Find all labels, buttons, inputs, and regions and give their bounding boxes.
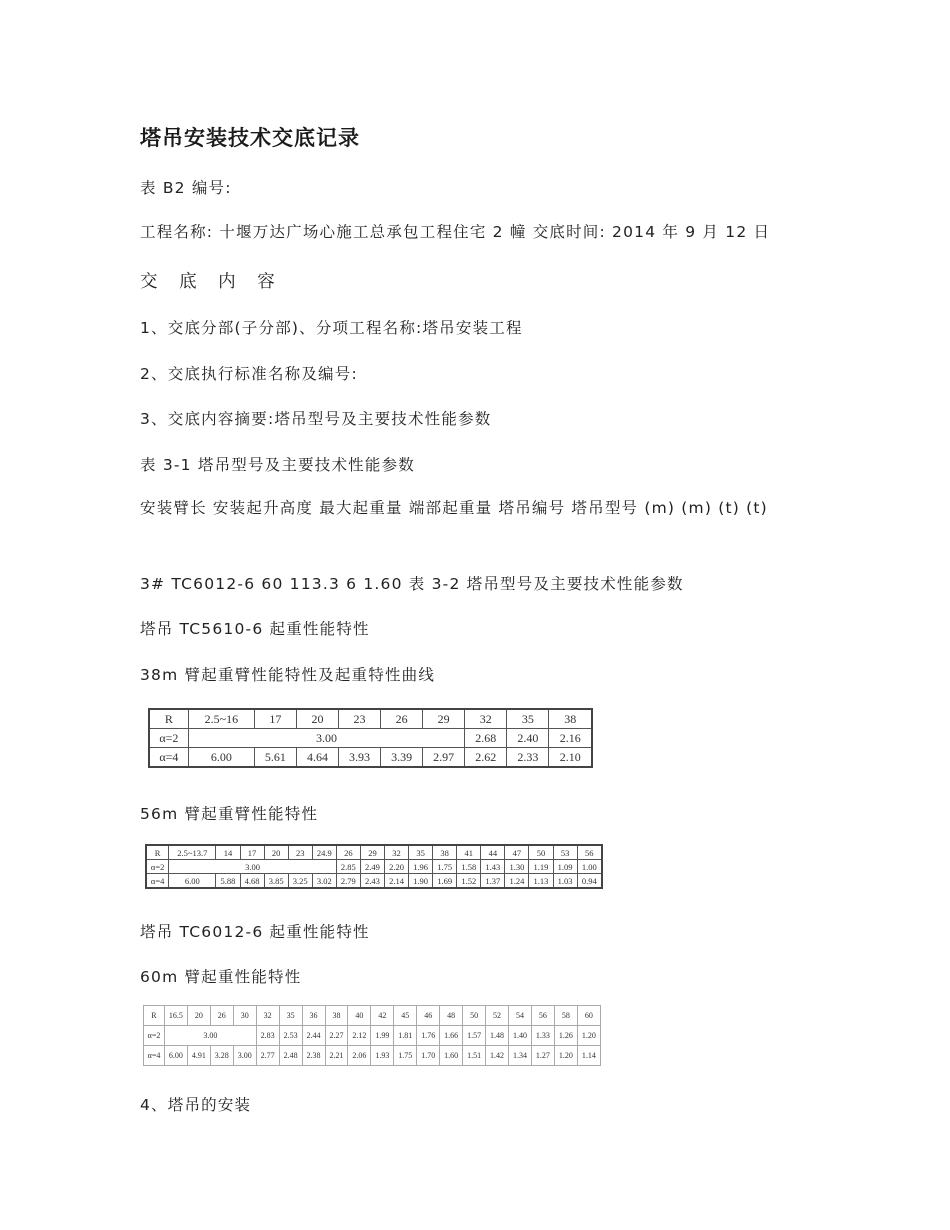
- doc-title: 塔吊安装技术交底记录: [140, 126, 360, 150]
- table-cell: 3.00: [233, 1046, 256, 1066]
- table-cell: 5.88: [216, 874, 240, 889]
- table-cell: 2.16: [549, 729, 592, 748]
- header-cell: 14: [216, 845, 240, 860]
- table-row: [146, 860, 602, 874]
- header-cell: 40: [348, 1006, 371, 1026]
- table-cell: 3.93: [338, 748, 380, 768]
- header-cell: 2.5~16: [188, 709, 254, 729]
- header-cell: 32: [384, 845, 408, 860]
- table-cell: 2.40: [507, 729, 549, 748]
- table-cell: 1.75: [433, 860, 457, 874]
- table-row: [149, 748, 592, 768]
- table-cell: 1.33: [531, 1026, 554, 1046]
- table-cell: 1.14: [577, 1046, 600, 1066]
- table-cell: 2.49: [360, 860, 384, 874]
- header-cell: 45: [394, 1006, 417, 1026]
- table-3-1-header-text: 安装臂长 安装起升高度 最大起重量 端部起重量 塔吊编号 塔吊型号 (m) (m) (t) (t): [140, 499, 768, 517]
- header-cell: 36: [302, 1006, 325, 1026]
- table-cell: 4.68: [240, 874, 264, 889]
- table-header-row: [149, 709, 592, 729]
- table-cell: 1.37: [481, 874, 505, 889]
- table-row: [144, 1026, 601, 1046]
- table-cell: 1.00: [577, 860, 602, 874]
- header-cell: 16.5: [164, 1006, 187, 1026]
- table-cell: 3.28: [210, 1046, 233, 1066]
- table-cell: 1.42: [486, 1046, 509, 1066]
- table-cell: 2.85: [336, 860, 360, 874]
- boom-60m-title: 60m 臂起重性能特性: [140, 968, 302, 986]
- header-cell: 48: [440, 1006, 463, 1026]
- header-cell: 56: [577, 845, 602, 860]
- table-row: [146, 874, 602, 889]
- header-cell: 38: [549, 709, 592, 729]
- header-cell: 35: [507, 709, 549, 729]
- table-cell: 1.75: [394, 1046, 417, 1066]
- header-cell: 50: [529, 845, 553, 860]
- table-cell: 1.40: [509, 1026, 532, 1046]
- table-cell: 2.77: [256, 1046, 279, 1066]
- header-cell: 24.9: [312, 845, 336, 860]
- form-number-line: 表 B2 编号:: [140, 179, 232, 197]
- table-cell: 1.76: [417, 1026, 440, 1046]
- row-label: α=2: [146, 860, 169, 874]
- table-cell: 6.00: [169, 874, 216, 889]
- table-cell: 3.39: [381, 748, 423, 768]
- header-cell: 17: [240, 845, 264, 860]
- merged-cell: 3.00: [164, 1026, 256, 1046]
- table-cell: 1.99: [371, 1026, 394, 1046]
- header-cell: 26: [210, 1006, 233, 1026]
- header-cell: 20: [296, 709, 338, 729]
- table-cell: 1.93: [371, 1046, 394, 1066]
- item-1: 1、交底分部(子分部)、分项工程名称:塔吊安装工程: [140, 319, 523, 337]
- table-cell: 1.20: [554, 1046, 577, 1066]
- table-cell: 2.53: [279, 1026, 302, 1046]
- table-cell: 1.43: [481, 860, 505, 874]
- load-table-56m: [145, 844, 603, 889]
- header-cell: 26: [381, 709, 423, 729]
- header-cell: 29: [360, 845, 384, 860]
- table-cell: 6.00: [188, 748, 254, 768]
- table-cell: 4.64: [296, 748, 338, 768]
- table-cell: 2.68: [465, 729, 507, 748]
- table-cell: 1.58: [457, 860, 481, 874]
- table-cell: 1.20: [577, 1026, 600, 1046]
- table-cell: 1.52: [457, 874, 481, 889]
- table-cell: 6.00: [164, 1046, 187, 1066]
- header-cell: 42: [371, 1006, 394, 1026]
- table-cell: 1.19: [529, 860, 553, 874]
- header-cell: 32: [465, 709, 507, 729]
- row-label: α=4: [149, 748, 188, 768]
- section-heading: 交 底 内 容: [140, 272, 283, 292]
- table-cell: 5.61: [254, 748, 296, 768]
- table-cell: 2.83: [256, 1026, 279, 1046]
- table-cell: 2.38: [302, 1046, 325, 1066]
- merged-cell: 3.00: [188, 729, 464, 748]
- header-cell: 41: [457, 845, 481, 860]
- header-cell: 23: [288, 845, 312, 860]
- boom-56m-title: 56m 臂起重臂性能特性: [140, 805, 319, 823]
- table-cell: 1.34: [509, 1046, 532, 1066]
- table-header-row: [144, 1006, 601, 1026]
- table-cell: 0.94: [577, 874, 602, 889]
- table-cell: 2.06: [348, 1046, 371, 1066]
- table-cell: 1.30: [505, 860, 529, 874]
- table-row: [144, 1046, 601, 1066]
- header-cell: 35: [409, 845, 433, 860]
- table-3-1-caption: 表 3-1 塔吊型号及主要技术性能参数: [140, 456, 415, 474]
- table-cell: 1.57: [463, 1026, 486, 1046]
- table-cell: 1.48: [486, 1026, 509, 1046]
- table-cell: 1.24: [505, 874, 529, 889]
- crane-tc5610-title: 塔吊 TC5610-6 起重性能特性: [140, 620, 370, 638]
- table-cell: 2.20: [384, 860, 408, 874]
- table-cell: 2.43: [360, 874, 384, 889]
- header-cell: 44: [481, 845, 505, 860]
- header-cell: 17: [254, 709, 296, 729]
- header-cell: 60: [577, 1006, 600, 1026]
- header-cell: 52: [486, 1006, 509, 1026]
- table-cell: 3.25: [288, 874, 312, 889]
- header-cell: 54: [509, 1006, 532, 1026]
- table-cell: 1.81: [394, 1026, 417, 1046]
- table-cell: 1.70: [417, 1046, 440, 1066]
- item-4: 4、塔吊的安装: [140, 1096, 252, 1114]
- header-cell: 30: [233, 1006, 256, 1026]
- table-cell: 2.21: [325, 1046, 348, 1066]
- table-cell: 2.48: [279, 1046, 302, 1066]
- project-info-line: 工程名称: 十堰万达广场心施工总承包工程住宅 2 幢 交底时间: 2014 年 9 月 12 日: [140, 223, 771, 241]
- header-cell: 23: [338, 709, 380, 729]
- table-row: [149, 729, 592, 748]
- table-cell: 2.33: [507, 748, 549, 768]
- table-cell: 1.69: [433, 874, 457, 889]
- table-cell: 1.96: [409, 860, 433, 874]
- table-cell: 4.91: [187, 1046, 210, 1066]
- table-cell: 2.27: [325, 1026, 348, 1046]
- header-cell: 58: [554, 1006, 577, 1026]
- header-cell: 50: [463, 1006, 486, 1026]
- header-cell: 20: [264, 845, 288, 860]
- header-cell: 38: [325, 1006, 348, 1026]
- header-cell: 38: [433, 845, 457, 860]
- header-cell: 20: [187, 1006, 210, 1026]
- row-label: α=2: [144, 1026, 165, 1046]
- boom-38m-title: 38m 臂起重臂性能特性及起重特性曲线: [140, 666, 436, 684]
- item-2: 2、交底执行标准名称及编号:: [140, 365, 358, 383]
- table-cell: 1.27: [531, 1046, 554, 1066]
- table-cell: 1.03: [553, 874, 577, 889]
- load-table-60m: [143, 1005, 601, 1066]
- merged-cell: 3.00: [169, 860, 337, 874]
- table-cell: 1.90: [409, 874, 433, 889]
- header-cell: R: [146, 845, 169, 860]
- table-cell: 2.12: [348, 1026, 371, 1046]
- header-cell: R: [144, 1006, 165, 1026]
- table-cell: 1.51: [463, 1046, 486, 1066]
- row-label: α=4: [146, 874, 169, 889]
- header-cell: 2.5~13.7: [169, 845, 216, 860]
- table-cell: 1.26: [554, 1026, 577, 1046]
- table-cell: 3.02: [312, 874, 336, 889]
- header-cell: 32: [256, 1006, 279, 1026]
- table-cell: 3.85: [264, 874, 288, 889]
- table-cell: 2.10: [549, 748, 592, 768]
- header-cell: 53: [553, 845, 577, 860]
- table-cell: 2.14: [384, 874, 408, 889]
- table-cell: 1.60: [440, 1046, 463, 1066]
- table-cell: 2.79: [336, 874, 360, 889]
- header-cell: 26: [336, 845, 360, 860]
- row-label: α=4: [144, 1046, 165, 1066]
- table-cell: 2.44: [302, 1026, 325, 1046]
- table-cell: 2.62: [465, 748, 507, 768]
- row-label: α=2: [149, 729, 188, 748]
- crane-tc6012-title: 塔吊 TC6012-6 起重性能特性: [140, 923, 370, 941]
- header-cell: 56: [531, 1006, 554, 1026]
- table-cell: 1.09: [553, 860, 577, 874]
- table-cell: 2.97: [423, 748, 465, 768]
- load-table-38m: [148, 708, 593, 768]
- table-cell: 1.13: [529, 874, 553, 889]
- header-cell: 29: [423, 709, 465, 729]
- header-cell: R: [149, 709, 188, 729]
- header-cell: 47: [505, 845, 529, 860]
- header-cell: 46: [417, 1006, 440, 1026]
- item-3: 3、交底内容摘要:塔吊型号及主要技术性能参数: [140, 410, 492, 428]
- table-3-1-row-text: 3# TC6012-6 60 113.3 6 1.60 表 3-2 塔吊型号及主要技术性能参数: [140, 575, 684, 593]
- table-header-row: [146, 845, 602, 860]
- table-cell: 1.66: [440, 1026, 463, 1046]
- header-cell: 35: [279, 1006, 302, 1026]
